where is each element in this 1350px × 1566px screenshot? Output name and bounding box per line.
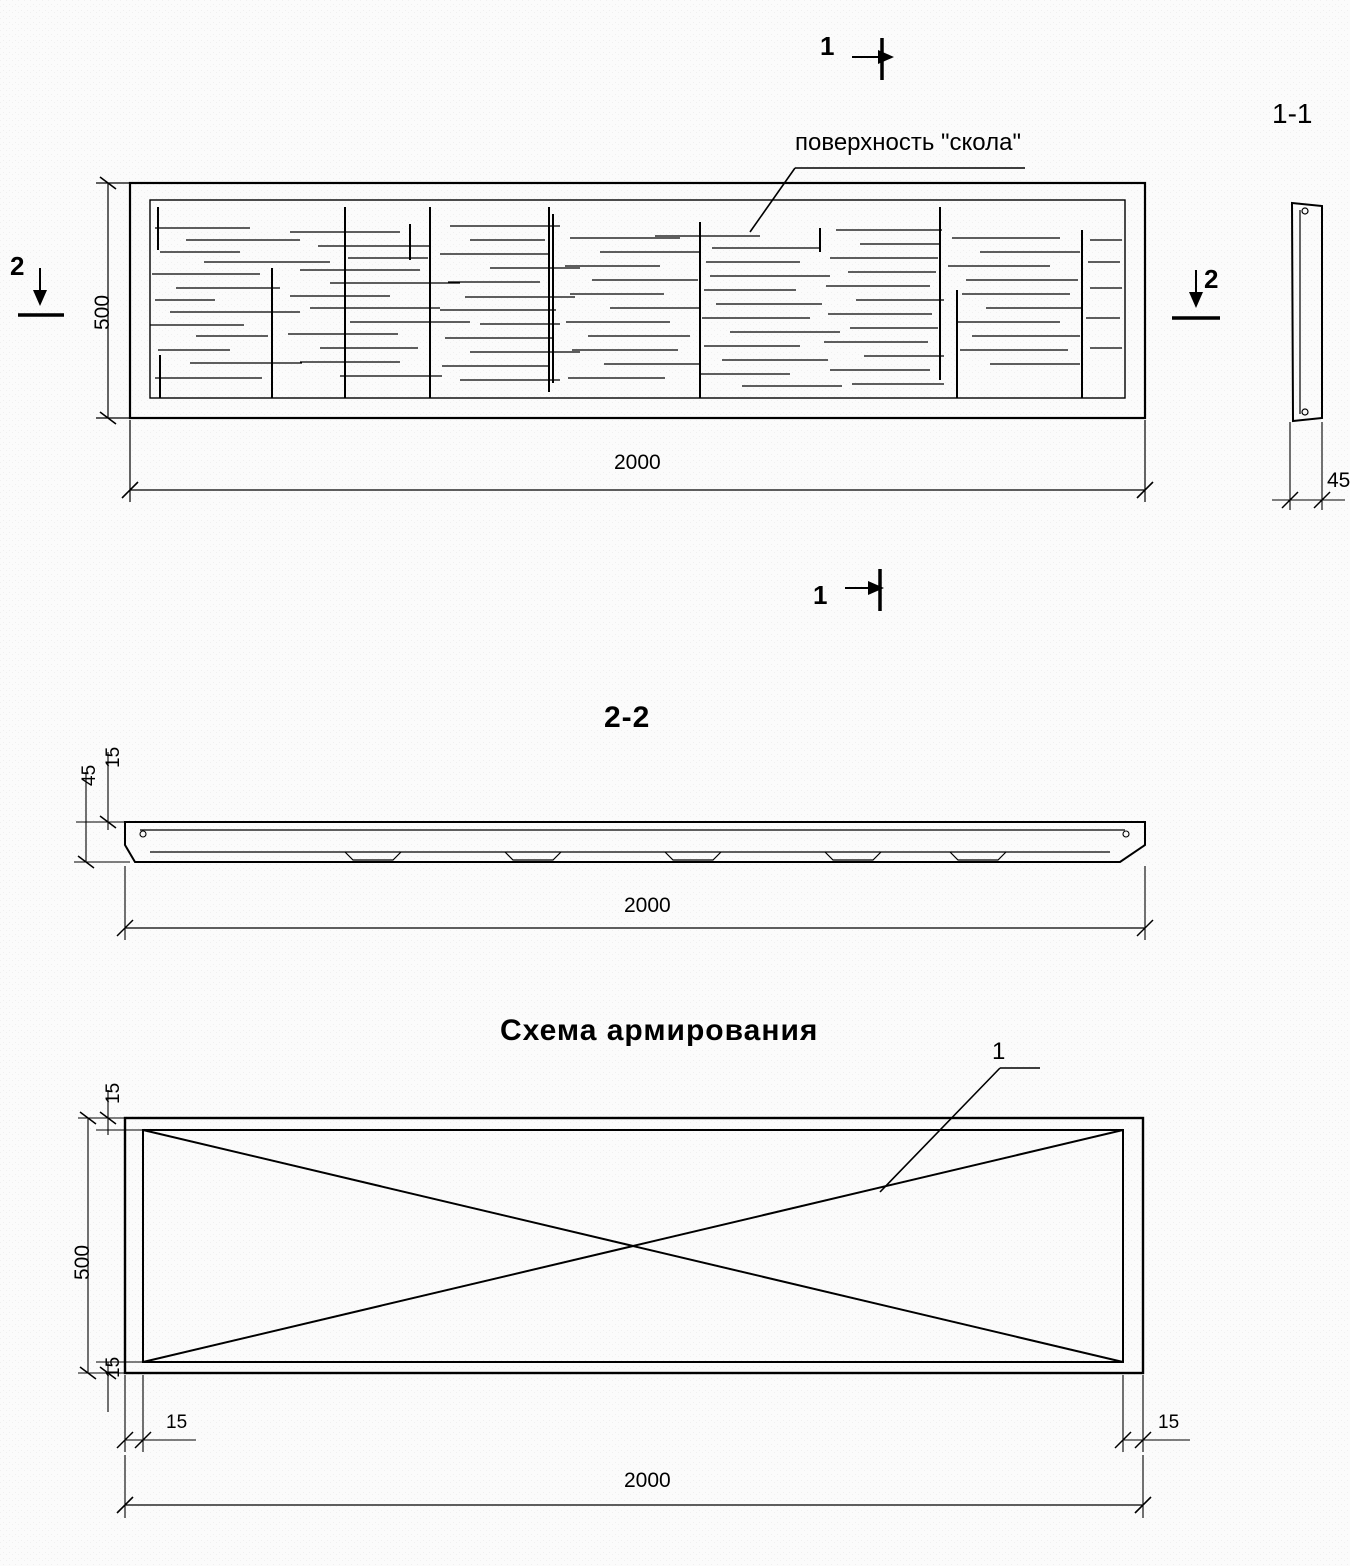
section-mark-2-right: 2 [1204,264,1219,294]
section-1-1-thickness-dim: 45 [1327,469,1350,492]
section-2-2-length-dim: 2000 [624,894,671,917]
section-title-1-1: 1-1 [1272,98,1313,129]
callout-surface-label: поверхность "скола" [795,129,1021,156]
plan-width-dim: 500 [91,294,114,330]
plan-length-dim: 2000 [614,451,661,474]
reinforcement-title: Схема армирования [500,1014,819,1047]
section-title-2-2: 2-2 [604,701,651,734]
section-mark-2-left: 2 [10,251,25,281]
reinf-width-dim: 500 [71,1244,94,1280]
position-label-1: 1 [992,1038,1006,1065]
reinf-length-dim: 2000 [624,1469,671,1492]
reinf-cover-right-dim: 15 [1158,1412,1180,1433]
reinf-cover-bottom-dim: 15 [103,1356,124,1378]
section-mark-1-top: 1 [820,31,835,61]
section-2-2-thickness-dim: 45 [79,764,100,786]
reinf-cover-top-dim: 15 [103,1082,124,1104]
reinf-cover-left-dim: 15 [166,1412,188,1433]
section-mark-1-bottom: 1 [813,580,828,610]
section-2-2-edge-top-dim: 15 [103,746,124,768]
